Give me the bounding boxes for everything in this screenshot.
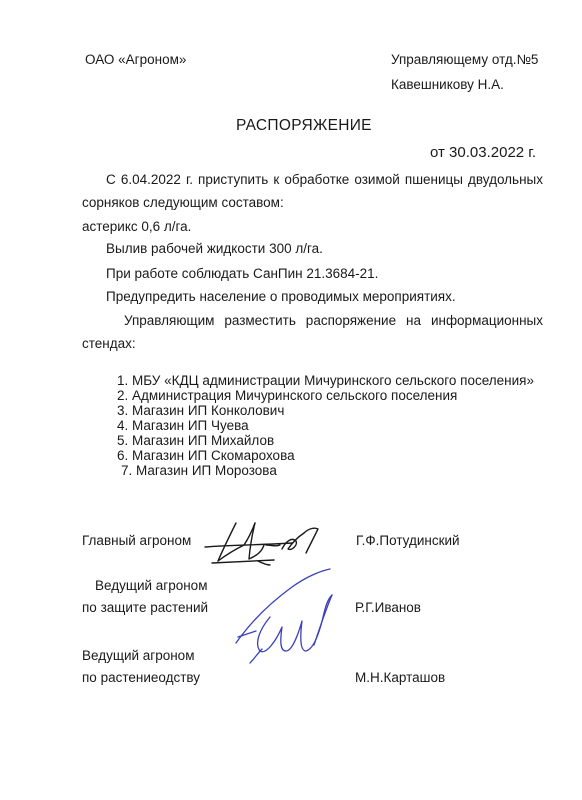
chief-agronomist-name: Г.Ф.Потудинский bbox=[356, 533, 460, 548]
addressee-position: Управляющему отд.№5 bbox=[391, 52, 539, 67]
list-item: 5. Магазин ИП Михайлов bbox=[117, 433, 275, 448]
volume-line: Вылив рабочей жидкости 300 л/га. bbox=[106, 241, 323, 256]
composition-line: астерикс 0,6 л/га. bbox=[82, 219, 192, 234]
crop-agronomist-name: М.Н.Карташов bbox=[355, 670, 446, 685]
document-date: от 30.03.2022 г. bbox=[430, 144, 537, 161]
paragraph-2-line-1: Управляющим разместить распоряжение на информационных bbox=[124, 313, 543, 328]
list-item: 4. Магазин ИП Чуева bbox=[117, 418, 249, 433]
paragraph-2-line-2: стендах: bbox=[82, 336, 136, 351]
chief-signature-icon bbox=[200, 515, 330, 570]
protection-agronomist-title: Ведущий агроном bbox=[95, 578, 208, 593]
protection-signature-icon bbox=[230, 565, 340, 665]
list-item: 6. Магазин ИП Скомарохова bbox=[117, 448, 295, 463]
list-item: 1. МБУ «КДЦ администрации Мичуринского сельского поселения» bbox=[117, 373, 534, 388]
document-title: РАСПОРЯЖЕНИЕ bbox=[236, 117, 372, 134]
crop-agronomist-title: Ведущий агроном bbox=[82, 648, 195, 663]
addressee-name: Кавешникову Н.А. bbox=[391, 77, 504, 92]
list-item: 3. Магазин ИП Конколович bbox=[117, 403, 285, 418]
paragraph-1-line-2: сорняков следующим составом: bbox=[82, 195, 284, 210]
list-item: 7. Магазин ИП Морозова bbox=[121, 463, 277, 478]
list-item: 2. Администрация Мичуринского сельского поселения bbox=[117, 388, 458, 403]
protection-agronomist-name: Р.Г.Иванов bbox=[355, 600, 421, 615]
protection-agronomist-subtitle: по защите растений bbox=[82, 600, 209, 615]
warning-line: Предупредить население о проводимых мероприятиях. bbox=[106, 289, 456, 304]
sanpin-line: При работе соблюдать СанПин 21.3684-21. bbox=[106, 266, 379, 281]
chief-agronomist-title: Главный агроном bbox=[82, 533, 192, 548]
paragraph-1-line-1: С 6.04.2022 г. приступить к обработке озимой пшеницы двудольных bbox=[106, 172, 543, 187]
organization-name: ОАО «Агроном» bbox=[85, 52, 187, 67]
crop-agronomist-subtitle: по растениеодству bbox=[82, 670, 201, 685]
